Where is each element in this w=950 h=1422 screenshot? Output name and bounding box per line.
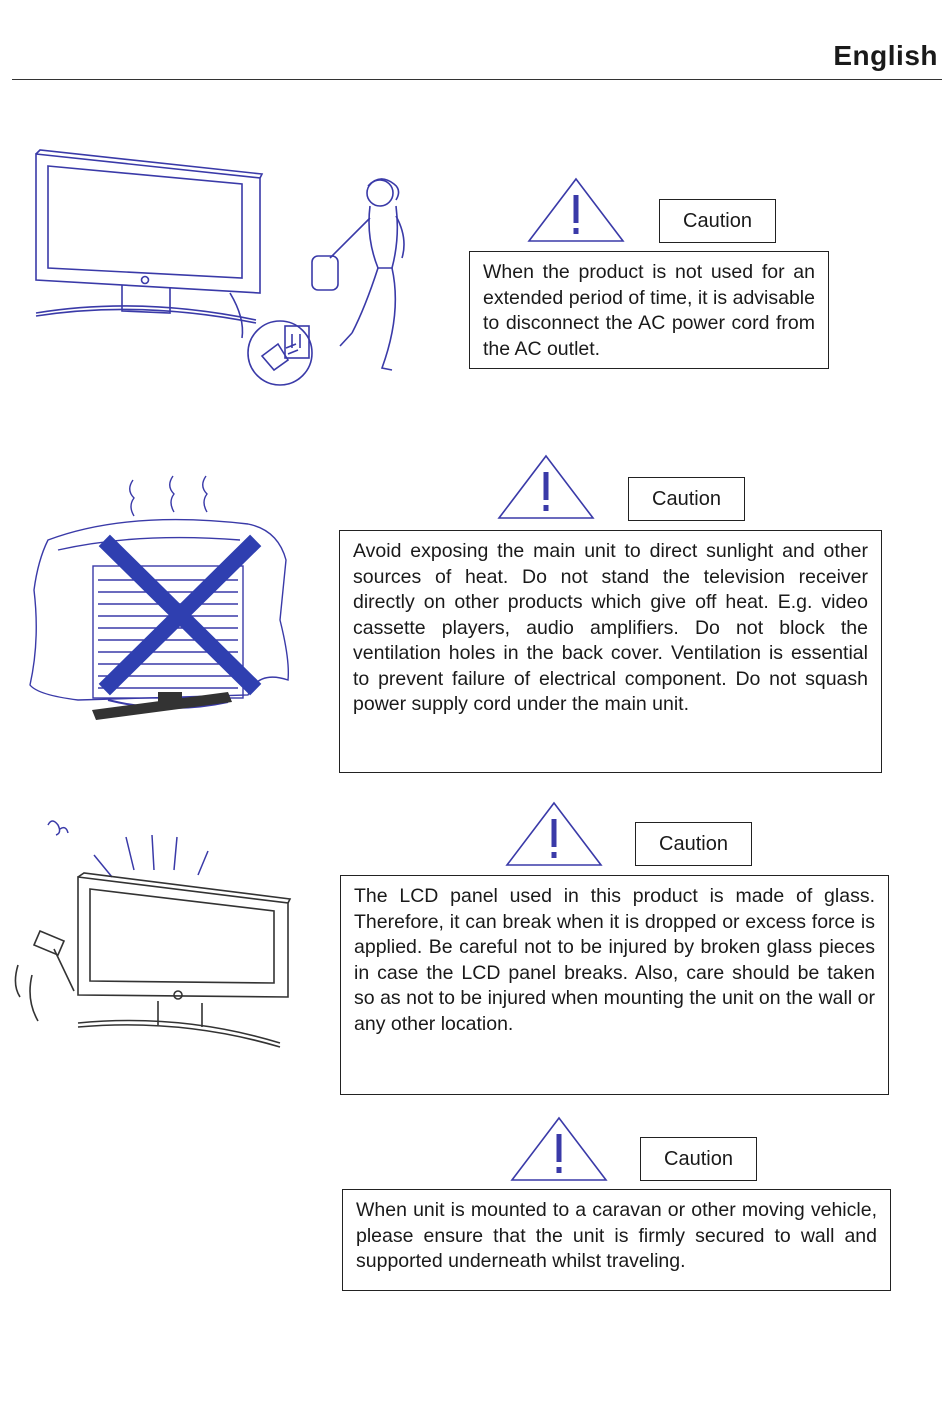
- covered-tv-crossed-illustration: [18, 470, 298, 732]
- warning-triangle-icon: [510, 1116, 608, 1182]
- caution-message: When the product is not used for an extended period of time, it is advisable to disconnect the AC power cord from the AC outlet.: [469, 251, 829, 369]
- caution-label: Caution: [659, 199, 776, 243]
- caution-label: Caution: [628, 477, 745, 521]
- warning-triangle-icon: [505, 801, 603, 867]
- caution-message: When unit is mounted to a caravan or other moving vehicle, please ensure that the unit is firmly secured to wall and supported underneath whilst traveling.: [342, 1189, 891, 1291]
- language-title: English: [833, 40, 938, 71]
- warning-triangle-icon: [527, 177, 625, 243]
- caution-message: The LCD panel used in this product is made of glass. Therefore, it can break when it is dropped or excess force is applied. Be careful not to be injured by broken glass pieces in case the LCD panel breaks. Also, care should be taken so as not to be injured when mounting the unit on the wall or any other location.: [340, 875, 889, 1095]
- caution-label: Caution: [640, 1137, 757, 1181]
- hammer-tv-illustration: [12, 815, 297, 1050]
- header-divider: [12, 79, 942, 80]
- tv-unplug-illustration: [30, 148, 430, 403]
- caution-message: Avoid exposing the main unit to direct sunlight and other sources of heat. Do not stand the television receiver directly on other products which give off heat. E.g. video cassette players, audio amplifiers. Do not block the ventilation holes in the back cover. Ventilation is essential to prevent failure of electrical component. Do not squash power supply cord under the main unit.: [339, 530, 882, 773]
- warning-triangle-icon: [497, 454, 595, 520]
- caution-label: Caution: [635, 822, 752, 866]
